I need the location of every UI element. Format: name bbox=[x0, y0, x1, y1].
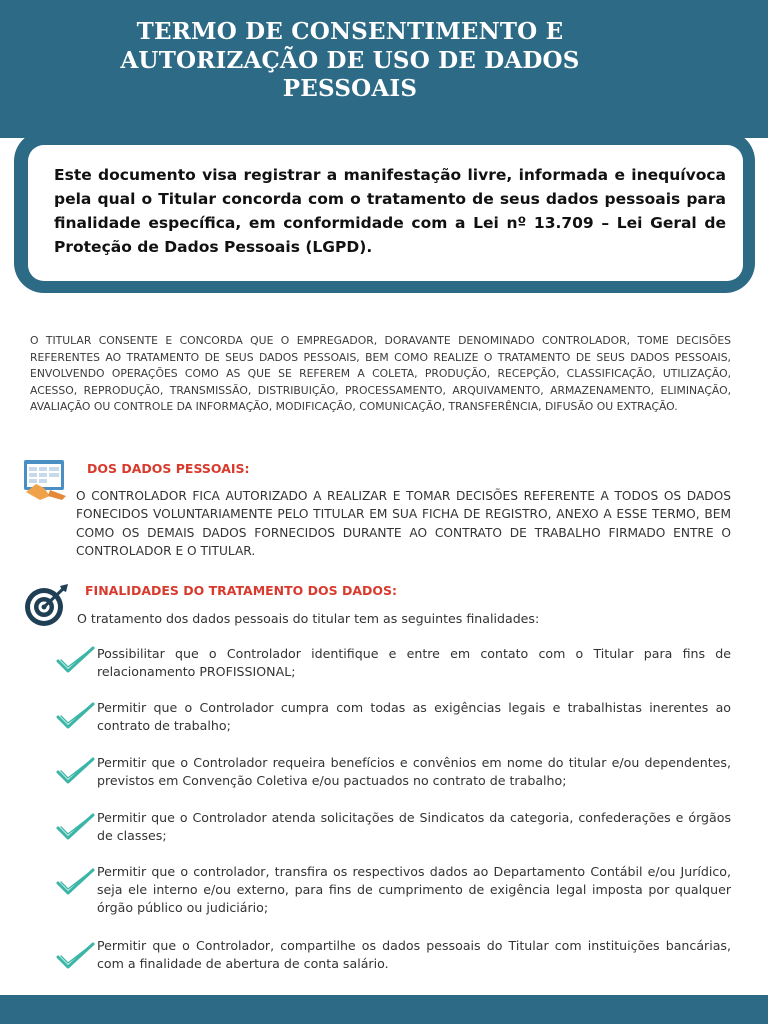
section-lead-purposes: O tratamento dos dados pessoais do titular tem as seguintes finalidades: bbox=[77, 611, 540, 626]
purpose-item: Permitir que o Controlador atenda solicitações de Sindicatos da categoria, confederações e órgãos de classes; bbox=[97, 810, 731, 843]
purpose-item: Possibilitar que o Controlador identifique e entre em contato com o Titular para fins de relacionamento PROFISSIONAL; bbox=[97, 646, 731, 679]
check-icon bbox=[55, 645, 97, 675]
section-title-purposes: FINALIDADES DO TRATAMENTO DOS DADOS: bbox=[85, 583, 398, 598]
check-icon bbox=[55, 701, 97, 731]
header-banner bbox=[0, 0, 768, 138]
purpose-item: Permitir que o Controlador cumpra com todas as exigências legais e trabalhistas inerentes ao contrato de trabalho; bbox=[97, 700, 731, 733]
check-icon bbox=[55, 867, 97, 897]
consent-paragraph: O TITULAR CONSENTE E CONCORDA QUE O EMPREGADOR, DORAVANTE DENOMINADO CONTROLADOR, TOME DECISÕES REFERENTES AO TRATAMENTO DE SEUS DADOS PESSOAIS, BEM COMO REALIZE O TRATAMENTO DE SEUS DADOS PESSOAIS, ENVOLVENDO OPERAÇÕES COMO AS QUE SE REFEREM A COLETA, PRODUÇÃO, RECEPÇÃO, CLASSIFICAÇÃO, UTILIZAÇÃO, ACESSO, REPRODUÇÃO, TRANSMISSÃO, DISTRIBUIÇÃO, PROCESSAMENTO, ARQUIVAMENTO, ARMAZENAMENTO, ELIMINAÇÃO, AVALIAÇÃO OU CONTROLE DA INFORMAÇÃO, MODIFICAÇÃO, COMUNICAÇÃO, TRANSFERÊNCIA, DIFUSÃO OU EXTRAÇÃO. bbox=[30, 334, 731, 414]
intro-statement: Este documento visa registrar a manifestação livre, informada e inequívoca pela qual o Titular concorda com o tratamento de seus dados pessoais para finalidade específica, em conformidade com a Lei nº 13.709 – Lei Geral de Proteção de Dados Pessoais (LGPD). bbox=[54, 166, 726, 256]
section-title-personal-data: DOS DADOS PESSOAIS: bbox=[87, 461, 250, 476]
footer-band bbox=[0, 995, 768, 1024]
target-icon bbox=[22, 582, 72, 628]
purpose-item: Permitir que o Controlador requeira benefícios e convênios em nome do titular e/ou dependentes, previstos em Convenção Coletiva e/ou pactuados no contrato de trabalho; bbox=[97, 755, 731, 788]
purpose-item: Permitir que o controlador, transfira os respectivos dados ao Departamento Contábil e/ou Jurídico, seja ele interno e/ou externo, para fins de cumprimento de exigência legal imposta por qualquer órgão público ou judiciário; bbox=[97, 864, 731, 915]
document-title: TERMO DE CONSENTIMENTO E AUTORIZAÇÃO DE USO DE DADOS PESSOAIS bbox=[120, 18, 580, 102]
check-icon bbox=[55, 756, 97, 786]
check-icon bbox=[55, 941, 97, 971]
purpose-item: Permitir que o Controlador, compartilhe os dados pessoais do Titular com instituições bancárias, com a finalidade de abertura de conta salário. bbox=[97, 938, 731, 971]
data-form-icon bbox=[22, 458, 72, 502]
section-text-personal-data: O CONTROLADOR FICA AUTORIZADO A REALIZAR E TOMAR DECISÕES REFERENTE A TODOS OS DADOS FONECIDOS VOLUNTARIAMENTE PELO TITULAR EM SUA FICHA DE REGISTRO, ANEXO A ESSE TERMO, BEM COMO OS DEMAIS DADOS FORNECIDOS DURANTE AO CONTRATO DE TRABALHO FIRMADO ENTRE O CONTROLADOR E O TITULAR. bbox=[76, 489, 731, 558]
check-icon bbox=[55, 812, 97, 842]
